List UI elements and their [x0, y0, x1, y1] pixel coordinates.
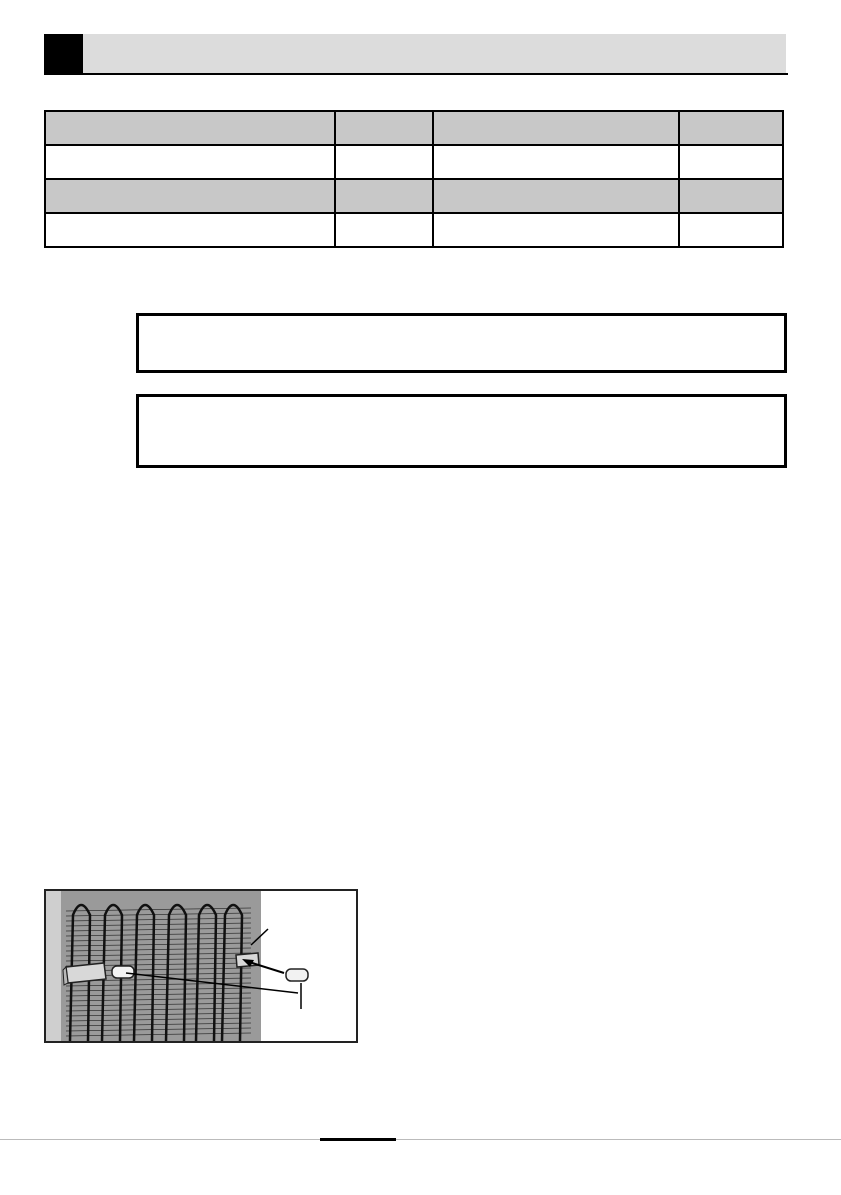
table-cell	[679, 111, 783, 145]
fridge-side-panel	[46, 891, 61, 1041]
table-cell	[679, 179, 783, 213]
loose-spacer	[286, 969, 308, 981]
footer-rule	[0, 1139, 841, 1140]
note-box	[136, 313, 787, 373]
table-cell	[335, 145, 433, 179]
footer-mark	[320, 1138, 396, 1141]
header-divider	[44, 73, 788, 75]
table-row	[45, 145, 783, 179]
table-cell	[433, 145, 679, 179]
table-cell	[45, 213, 335, 247]
warning-box	[136, 394, 787, 468]
table-cell	[433, 179, 679, 213]
table-cell	[335, 213, 433, 247]
table-cell	[433, 111, 679, 145]
spec-table	[44, 110, 784, 248]
table-cell	[45, 145, 335, 179]
table-cell	[335, 179, 433, 213]
table-row	[45, 111, 783, 145]
table-row	[45, 213, 783, 247]
table-cell	[335, 111, 433, 145]
table-cell	[45, 111, 335, 145]
table-cell	[45, 179, 335, 213]
condenser-drawing	[46, 891, 356, 1041]
left-spacer	[112, 966, 134, 978]
left-bracket	[66, 963, 106, 983]
table-cell	[679, 213, 783, 247]
condenser-illustration	[44, 889, 358, 1043]
table-cell	[679, 145, 783, 179]
table-row	[45, 179, 783, 213]
section-number-block	[44, 34, 83, 74]
section-header	[44, 34, 786, 74]
table-cell	[433, 213, 679, 247]
